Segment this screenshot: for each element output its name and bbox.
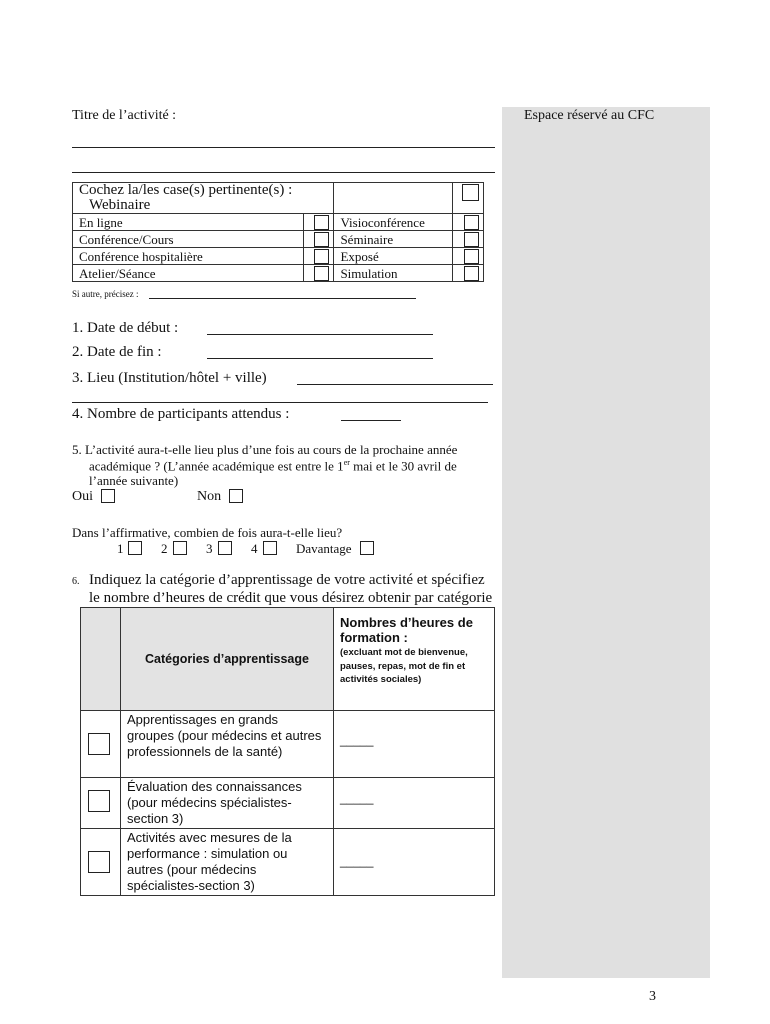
- activity-title-line-2[interactable]: [72, 172, 495, 173]
- checkbox-conference-hospitaliere[interactable]: [314, 249, 329, 264]
- checkbox-frequency-3[interactable]: [218, 541, 232, 555]
- category-checkbox-cell: [81, 778, 121, 829]
- checkbox-frequency-more[interactable]: [360, 541, 374, 555]
- checkbox-cell-en-ligne: [303, 214, 334, 231]
- other-specify-line[interactable]: [149, 298, 416, 299]
- recurrence-question-line2b: mai et le 30 avril de: [349, 458, 457, 474]
- activity-title-line-1[interactable]: [72, 147, 495, 148]
- checkbox-no[interactable]: [229, 489, 243, 503]
- activity-type-row: [73, 265, 484, 282]
- option-label-seminaire: Séminaire: [334, 231, 453, 248]
- checkbox-webinaire[interactable]: [462, 184, 479, 201]
- category-row: [81, 829, 495, 896]
- location-field[interactable]: [297, 384, 493, 385]
- activity-type-header-row: [73, 183, 484, 214]
- end-date-label: 2. Date de fin :: [72, 344, 162, 360]
- checkbox-category-large-groups[interactable]: [88, 733, 110, 755]
- category-column-header: Catégories d’apprentissage: [121, 608, 334, 711]
- checkbox-atelier-seance[interactable]: [314, 266, 329, 281]
- participants-field[interactable]: [341, 420, 401, 421]
- hours-column-title: Nombres d’heures de formation :: [340, 615, 473, 645]
- other-specify-label: Si autre, précisez :: [72, 289, 139, 299]
- checkbox-cell-atelier-seance: [303, 265, 334, 282]
- category-checkbox-cell: [81, 829, 121, 896]
- option-label-conference-cours: Conférence/Cours: [73, 231, 304, 248]
- option-label-visioconference: Visioconférence: [334, 214, 453, 231]
- hours-field-performance[interactable]: _____: [334, 829, 495, 896]
- recurrence-question-line2a: académique ? (L’année académique est entre le 1: [89, 458, 344, 474]
- recurrence-question-line1: 5. L’activité aura-t-elle lieu plus d’une fois au cours de la prochaine année: [72, 442, 458, 457]
- checkbox-seminaire[interactable]: [464, 232, 479, 247]
- checkbox-cell-simulation: [453, 265, 484, 282]
- start-date-label: 1. Date de début :: [72, 320, 179, 336]
- frequency-question: Dans l’affirmative, combien de fois aura-t-elle lieu?: [72, 525, 343, 540]
- category-row: [81, 711, 495, 778]
- frequency-option-1-label: 1: [117, 541, 124, 556]
- activity-title-label: Titre de l’activité :: [72, 108, 177, 123]
- frequency-option-3-label: 3: [206, 541, 213, 556]
- activity-type-row: [73, 214, 484, 231]
- checkbox-frequency-2[interactable]: [173, 541, 187, 555]
- checkbox-cell-webinaire: [453, 183, 484, 214]
- checkbox-en-ligne[interactable]: [314, 215, 329, 230]
- checkbox-cell-expose: [453, 248, 484, 265]
- checkbox-expose[interactable]: [464, 249, 479, 264]
- checkbox-simulation[interactable]: [464, 266, 479, 281]
- checkbox-cell-conference-cours: [303, 231, 334, 248]
- no-label: Non: [197, 489, 222, 504]
- activity-type-row: [73, 248, 484, 265]
- frequency-option-more-label: Davantage: [296, 541, 352, 556]
- activity-type-header: [73, 183, 334, 214]
- checkbox-cell-conference-hospitaliere: [303, 248, 334, 265]
- recurrence-question-line2: [89, 458, 457, 474]
- checkbox-frequency-4[interactable]: [263, 541, 277, 555]
- checkbox-category-knowledge-eval[interactable]: [88, 790, 110, 812]
- option-label-atelier-seance: Atelier/Séance: [73, 265, 304, 282]
- checkbox-cell-seminaire: [453, 231, 484, 248]
- checkbox-yes[interactable]: [101, 489, 115, 503]
- activity-type-table: [72, 182, 484, 282]
- option-label-expose: Exposé: [334, 248, 453, 265]
- location-field-line-2[interactable]: [72, 402, 488, 403]
- activity-type-header-text: Cochez la/les case(s) pertinente(s) :: [79, 182, 293, 198]
- category-header-blank: [81, 608, 121, 711]
- recurrence-question-sup: er: [343, 458, 350, 467]
- q6-line1: Indiquez la catégorie d’apprentissage de votre activité et spécifiez: [89, 572, 485, 588]
- checkbox-category-performance[interactable]: [88, 851, 110, 873]
- q6-number: 6.: [72, 576, 80, 587]
- recurrence-question-line3: l’année suivante): [89, 473, 179, 488]
- checkbox-conference-cours[interactable]: [314, 232, 329, 247]
- option-label-en-ligne: En ligne: [73, 214, 304, 231]
- frequency-option-4-label: 4: [251, 541, 258, 556]
- activity-type-row: [73, 231, 484, 248]
- checkbox-cell-visioconference: [453, 214, 484, 231]
- category-table: [80, 607, 495, 896]
- frequency-option-2-label: 2: [161, 541, 168, 556]
- checkbox-frequency-1[interactable]: [128, 541, 142, 555]
- participants-label: 4. Nombre de participants attendus :: [72, 406, 290, 422]
- page-number: 3: [649, 989, 656, 1004]
- hours-column-note: (excluant mot de bienvenue, pauses, repas, mot de fin et activités sociales): [340, 647, 468, 685]
- yes-label: Oui: [72, 489, 93, 504]
- start-date-field[interactable]: [207, 334, 433, 335]
- category-knowledge-eval-label: Évaluation des connaissances (pour médecins spécialistes-section 3): [121, 778, 334, 829]
- end-date-field[interactable]: [207, 358, 433, 359]
- option-label-webinaire: Webinaire: [89, 197, 151, 213]
- hours-field-knowledge-eval[interactable]: _____: [334, 778, 495, 829]
- option-label-simulation: Simulation: [334, 265, 453, 282]
- hours-column-header: [334, 608, 495, 711]
- category-table-header: [81, 608, 495, 711]
- location-label: 3. Lieu (Institution/hôtel + ville): [72, 370, 267, 386]
- checkbox-visioconference[interactable]: [464, 215, 479, 230]
- category-checkbox-cell: [81, 711, 121, 778]
- category-performance-label: Activités avec mesures de la performance : simulation ou autres (pour médecins spécialistes-section 3): [121, 829, 334, 896]
- category-large-groups-label: Apprentissages en grands groupes (pour médecins et autres professionnels de la santé): [121, 711, 334, 778]
- category-row: [81, 778, 495, 829]
- option-label-conference-hospitaliere: Conférence hospitalière: [73, 248, 304, 265]
- cfc-reserved-area: [502, 107, 710, 978]
- cfc-reserved-label: Espace réservé au CFC: [524, 108, 655, 123]
- q6-line2: le nombre d’heures de crédit que vous désirez obtenir par catégorie: [89, 590, 493, 606]
- hours-field-large-groups[interactable]: _____: [334, 711, 495, 778]
